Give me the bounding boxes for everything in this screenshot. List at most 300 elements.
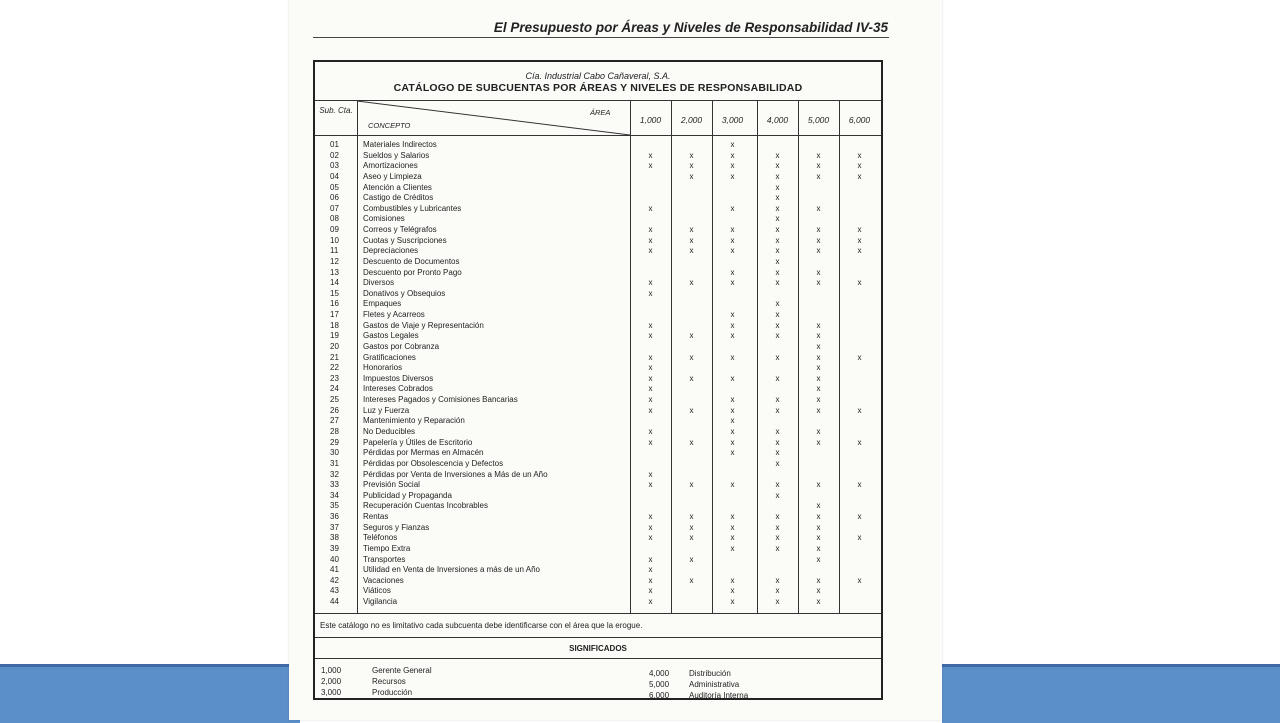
area-column-header: 4,000: [766, 115, 789, 125]
concept-label: Vacaciones: [363, 575, 404, 585]
area-mark: x: [775, 543, 780, 553]
table-row: [315, 183, 885, 194]
area-mark: x: [775, 256, 780, 266]
subcta-number: 12: [330, 256, 339, 266]
area-mark: x: [816, 267, 821, 277]
area-mark: x: [648, 565, 653, 575]
table-row: [315, 193, 885, 204]
subcta-number: 24: [330, 384, 339, 394]
concept-label: Transportes: [363, 554, 406, 564]
table-row: [315, 257, 885, 268]
area-mark: x: [648, 373, 653, 383]
table-row: [315, 576, 885, 587]
table-row: [315, 384, 885, 395]
concept-label: Pérdidas por Mermas en Almacén: [363, 448, 484, 458]
area-mark: x: [648, 384, 653, 394]
table-row: [315, 523, 885, 534]
area-mark: x: [775, 522, 780, 532]
area-mark: x: [816, 373, 821, 383]
concept-label: Combustibles y Lubricantes: [363, 203, 462, 213]
subcta-number: 09: [330, 225, 339, 235]
area-mark: x: [689, 480, 694, 490]
area-mark: x: [816, 575, 821, 585]
area-mark: x: [857, 352, 862, 362]
area-mark: x: [816, 171, 821, 181]
area-mark: x: [816, 405, 821, 415]
area-mark: x: [775, 267, 780, 277]
table-row: [315, 214, 885, 225]
catalog-note: Este catálogo no es limitativo cada subcuenta debe identificarse con el área que la erogue.: [320, 621, 643, 630]
concept-label: Viáticos: [363, 586, 391, 596]
legend-code: 4,000: [649, 669, 670, 678]
area-mark: x: [648, 480, 653, 490]
concept-label: Donativos y Obsequios: [363, 288, 446, 298]
concept-label: Gastos de Viaje y Representación: [363, 320, 484, 330]
table-row: [315, 459, 885, 470]
area-mark: x: [775, 575, 780, 585]
area-mark: x: [648, 597, 653, 607]
area-header: ÁREA: [590, 108, 611, 117]
area-mark: x: [816, 501, 821, 511]
area-mark: x: [857, 533, 862, 543]
subcta-number: 25: [330, 395, 339, 405]
concept-label: Mantenimiento y Reparación: [363, 416, 465, 426]
concept-label: Papelería y Útiles de Escritorio: [363, 437, 473, 447]
subcta-number: 29: [330, 437, 339, 447]
area-mark: x: [689, 161, 694, 171]
area-mark: x: [648, 352, 653, 362]
area-mark: x: [689, 522, 694, 532]
table-row: [315, 246, 885, 257]
subcta-number: 22: [330, 363, 339, 373]
area-mark: x: [816, 341, 821, 351]
area-mark: x: [816, 278, 821, 288]
subcta-number: 05: [330, 182, 339, 192]
subcta-number: 15: [330, 288, 339, 298]
area-mark: x: [648, 278, 653, 288]
concept-label: Comisiones: [363, 214, 405, 224]
area-mark: x: [775, 395, 780, 405]
area-mark: x: [775, 512, 780, 522]
subcta-number: 07: [330, 203, 339, 213]
table-row: [315, 268, 885, 279]
area-mark: x: [816, 437, 821, 447]
table-row: [315, 427, 885, 438]
significados-title: SIGNIFICADOS: [569, 644, 627, 653]
area-mark: x: [775, 480, 780, 490]
area-mark: x: [648, 469, 653, 479]
area-mark: x: [730, 278, 735, 288]
area-mark: x: [689, 150, 694, 160]
concept-label: Atención a Clientes: [363, 182, 432, 192]
subcta-number: 36: [330, 512, 339, 522]
concept-label: Publicidad y Propaganda: [363, 490, 452, 500]
area-mark: x: [775, 193, 780, 203]
subcta-number: 13: [330, 267, 339, 277]
subcta-number: 08: [330, 214, 339, 224]
table-row: [315, 140, 885, 151]
subcta-number: 37: [330, 522, 339, 532]
area-mark: x: [857, 150, 862, 160]
area-mark: x: [648, 363, 653, 373]
area-mark: x: [648, 405, 653, 415]
catalog-title: CATÁLOGO DE SUBCUENTAS POR ÁREAS Y NIVELES DE RESPONSABILIDAD: [393, 82, 803, 94]
area-mark: x: [648, 150, 653, 160]
area-mark: x: [648, 235, 653, 245]
area-mark: x: [730, 246, 735, 256]
area-mark: x: [816, 384, 821, 394]
subcta-number: 34: [330, 490, 339, 500]
rule-under-significados: [315, 658, 881, 659]
area-mark: x: [689, 554, 694, 564]
subcta-number: 20: [330, 341, 339, 351]
area-mark: x: [857, 278, 862, 288]
area-mark: x: [816, 533, 821, 543]
subcta-number: 14: [330, 278, 339, 288]
concept-label: Aseo y Limpieza: [363, 171, 422, 181]
area-mark: x: [648, 203, 653, 213]
area-column-header: 6,000: [848, 115, 871, 125]
page-header: El Presupuesto por Áreas y Niveles de Responsabilidad IV-35: [493, 20, 888, 35]
area-mark: x: [730, 437, 735, 447]
table-row: [315, 151, 885, 162]
table-row: [315, 278, 885, 289]
header-rule: [313, 37, 889, 38]
area-mark: x: [775, 299, 780, 309]
subcta-number: 30: [330, 448, 339, 458]
area-mark: x: [857, 512, 862, 522]
table-row: [315, 448, 885, 459]
table-row: [315, 289, 885, 300]
area-mark: x: [648, 512, 653, 522]
area-mark: x: [730, 140, 735, 149]
table-row: [315, 565, 885, 576]
subcta-number: 43: [330, 586, 339, 596]
table-row: [315, 353, 885, 364]
concept-label: Cuotas y Suscripciones: [363, 235, 447, 245]
subcta-number: 42: [330, 575, 339, 585]
area-mark: x: [775, 533, 780, 543]
table-row: [315, 416, 885, 427]
area-mark: x: [816, 235, 821, 245]
area-mark: x: [730, 150, 735, 160]
subcta-number: 38: [330, 533, 339, 543]
area-mark: x: [857, 405, 862, 415]
area-mark: x: [775, 352, 780, 362]
concept-label: Castigo de Créditos: [363, 193, 434, 203]
subcta-number: 16: [330, 299, 339, 309]
area-mark: x: [730, 586, 735, 596]
area-mark: x: [648, 246, 653, 256]
area-mark: x: [730, 597, 735, 607]
area-mark: x: [689, 437, 694, 447]
area-mark: x: [816, 522, 821, 532]
rule-above-significados: [315, 637, 881, 638]
area-mark: x: [775, 597, 780, 607]
table-row: [315, 512, 885, 523]
area-mark: x: [689, 225, 694, 235]
area-mark: x: [730, 225, 735, 235]
area-mark: x: [775, 214, 780, 224]
area-mark: x: [816, 331, 821, 341]
area-mark: x: [816, 597, 821, 607]
concept-label: Tiempo Extra: [363, 543, 411, 553]
table-row: [315, 533, 885, 544]
area-mark: x: [730, 267, 735, 277]
concept-label: Empaques: [363, 299, 402, 309]
subcta-number: 03: [330, 161, 339, 171]
decorative-band-right: [942, 664, 1280, 723]
area-mark: x: [730, 405, 735, 415]
area-mark: x: [775, 310, 780, 320]
subcta-number: 11: [330, 246, 339, 256]
area-mark: x: [730, 373, 735, 383]
area-mark: x: [648, 161, 653, 171]
subcta-number: 17: [330, 310, 339, 320]
table-row: [315, 172, 885, 183]
table-row: [315, 204, 885, 215]
subcta-number: 18: [330, 320, 339, 330]
area-mark: x: [816, 150, 821, 160]
concept-label: Rentas: [363, 512, 389, 522]
legend-name: Gerente General: [372, 666, 432, 675]
concept-label: Teléfonos: [363, 533, 398, 543]
table-row: [315, 544, 885, 555]
rule-above-note: [315, 613, 881, 614]
area-mark: x: [730, 427, 735, 436]
area-mark: x: [730, 522, 735, 532]
table-row: [315, 225, 885, 236]
legend-code: 2,000: [321, 677, 342, 686]
area-mark: x: [816, 480, 821, 490]
concept-label: Seguros y Fianzas: [363, 522, 430, 532]
area-mark: x: [816, 512, 821, 522]
concept-label: Pérdidas por Venta de Inversiones a Más de un Año: [363, 469, 548, 479]
area-mark: x: [857, 437, 862, 447]
area-mark: x: [730, 416, 735, 426]
subcta-number: 26: [330, 405, 339, 415]
subcta-number: 27: [330, 416, 339, 426]
area-mark: x: [730, 235, 735, 245]
table-row: [315, 310, 885, 321]
area-mark: x: [730, 331, 735, 341]
legend-name: Auditoría Interna: [689, 691, 749, 700]
concept-label: Depreciaciones: [363, 246, 419, 256]
table-row: [315, 491, 885, 502]
subcta-number: 41: [330, 565, 339, 575]
concept-label: Correos y Telégrafos: [363, 225, 437, 235]
concept-label: Gastos Legales: [363, 331, 419, 341]
area-mark: x: [775, 490, 780, 500]
concept-label: Fletes y Acarreos: [363, 310, 425, 320]
area-mark: x: [857, 480, 862, 490]
area-column-header: 5,000: [807, 115, 830, 125]
subcta-number: 10: [330, 235, 339, 245]
subcta-number: 23: [330, 373, 339, 383]
subcta-number: 19: [330, 331, 339, 341]
concept-label: Utilidad en Venta de Inversiones a más de un Año: [363, 565, 541, 575]
table-row: [315, 406, 885, 417]
area-mark: x: [816, 554, 821, 564]
subcta-number: 21: [330, 352, 339, 362]
area-mark: x: [775, 405, 780, 415]
subcta-number: 28: [330, 427, 339, 436]
company-name: Cía. Industrial Cabo Cañaveral, S.A.: [525, 71, 671, 81]
concept-label: Impuestos Diversos: [363, 373, 434, 383]
subcta-number: 39: [330, 543, 339, 553]
area-mark: x: [775, 203, 780, 213]
area-mark: x: [816, 352, 821, 362]
area-mark: x: [816, 395, 821, 405]
concept-label: Previsión Social: [363, 480, 420, 490]
area-mark: x: [648, 288, 653, 298]
area-mark: x: [730, 310, 735, 320]
area-mark: x: [775, 150, 780, 160]
area-mark: x: [857, 246, 862, 256]
area-mark: x: [775, 246, 780, 256]
subcta-number: 44: [330, 597, 339, 607]
area-mark: x: [857, 575, 862, 585]
area-mark: x: [775, 225, 780, 235]
area-mark: x: [730, 533, 735, 543]
legend-name: Recursos: [372, 677, 406, 686]
area-mark: x: [775, 182, 780, 192]
concept-label: Intereses Pagados y Comisiones Bancarias: [363, 395, 518, 405]
table-row: [315, 438, 885, 449]
area-mark: x: [730, 352, 735, 362]
area-mark: x: [689, 512, 694, 522]
area-mark: x: [857, 171, 862, 181]
table-row: [315, 236, 885, 247]
area-mark: x: [689, 278, 694, 288]
concept-label: No Deducibles: [363, 427, 416, 436]
table-row: [315, 363, 885, 374]
subcta-number: 40: [330, 554, 339, 564]
area-column-header: 1,000: [639, 115, 662, 125]
area-mark: x: [816, 427, 821, 436]
area-mark: x: [730, 575, 735, 585]
subcta-number: 31: [330, 458, 339, 468]
concept-label: Pérdidas por Obsolescencia y Defectos: [363, 458, 504, 468]
area-mark: x: [816, 586, 821, 596]
table-row: [315, 299, 885, 310]
subcta-number: 35: [330, 501, 339, 511]
table-row: [315, 597, 885, 608]
table-row: [315, 161, 885, 172]
area-mark: x: [689, 373, 694, 383]
concept-label: Gratificaciones: [363, 352, 416, 362]
area-mark: x: [648, 225, 653, 235]
subcta-number: 33: [330, 480, 339, 490]
area-mark: x: [816, 225, 821, 235]
area-mark: x: [689, 405, 694, 415]
legend-name: Administrativa: [689, 680, 740, 689]
area-mark: x: [816, 203, 821, 213]
concept-label: Intereses Cobrados: [363, 384, 433, 394]
area-column-header: 3,000: [721, 115, 744, 125]
area-mark: x: [648, 522, 653, 532]
legend-code: 1,000: [321, 666, 342, 675]
area-mark: x: [648, 586, 653, 596]
area-mark: x: [689, 533, 694, 543]
area-mark: x: [689, 246, 694, 256]
legend-name: Distribución: [689, 669, 731, 678]
subcta-number: 32: [330, 469, 339, 479]
area-mark: x: [816, 161, 821, 171]
concept-label: Honorarios: [363, 363, 403, 373]
subcta-number: 04: [330, 171, 339, 181]
area-mark: x: [689, 331, 694, 341]
area-mark: x: [730, 395, 735, 405]
area-mark: x: [775, 458, 780, 468]
area-mark: x: [775, 373, 780, 383]
subcta-header: Sub. Cta.: [319, 106, 353, 115]
concept-label: Amortizaciones: [363, 161, 418, 171]
area-column-header: 2,000: [680, 115, 703, 125]
area-mark: x: [775, 171, 780, 181]
area-mark: x: [648, 320, 653, 330]
concept-label: Descuento de Documentos: [363, 256, 460, 266]
concept-label: Luz y Fuerza: [363, 405, 410, 415]
subcta-number: 01: [330, 140, 339, 149]
area-mark: x: [730, 448, 735, 458]
area-mark: x: [775, 586, 780, 596]
table-row: [315, 395, 885, 406]
decorative-band-left: [0, 664, 300, 723]
concept-label: Gastos por Cobranza: [363, 341, 440, 351]
table-row: [315, 374, 885, 385]
area-mark: x: [648, 331, 653, 341]
concept-label: Recuperación Cuentas Incobrables: [363, 501, 488, 511]
table-row: [315, 342, 885, 353]
concept-label: Sueldos y Salarios: [363, 150, 430, 160]
area-mark: x: [648, 395, 653, 405]
area-mark: x: [857, 161, 862, 171]
table-row: [315, 470, 885, 481]
area-mark: x: [857, 225, 862, 235]
concept-label: Diversos: [363, 278, 395, 288]
area-mark: x: [775, 161, 780, 171]
area-mark: x: [689, 352, 694, 362]
table-row: [315, 321, 885, 332]
area-mark: x: [775, 331, 780, 341]
area-mark: x: [775, 320, 780, 330]
area-mark: x: [730, 512, 735, 522]
subcta-number: 02: [330, 150, 339, 160]
area-mark: x: [730, 320, 735, 330]
area-mark: x: [816, 543, 821, 553]
area-mark: x: [775, 235, 780, 245]
area-mark: x: [775, 448, 780, 458]
legend-code: 3,000: [321, 688, 342, 697]
area-mark: x: [730, 203, 735, 213]
area-mark: x: [689, 575, 694, 585]
area-mark: x: [648, 533, 653, 543]
legend-code: 6,000: [649, 691, 670, 700]
area-mark: x: [689, 235, 694, 245]
area-mark: x: [648, 575, 653, 585]
area-mark: x: [816, 320, 821, 330]
area-mark: x: [730, 161, 735, 171]
area-mark: x: [857, 235, 862, 245]
concept-label: Descuento por Pronto Pago: [363, 267, 462, 277]
area-mark: x: [775, 278, 780, 288]
table-row: [315, 331, 885, 342]
table-row: [315, 501, 885, 512]
legend-name: Producción: [372, 688, 413, 697]
area-mark: x: [689, 171, 694, 181]
area-mark: x: [816, 246, 821, 256]
